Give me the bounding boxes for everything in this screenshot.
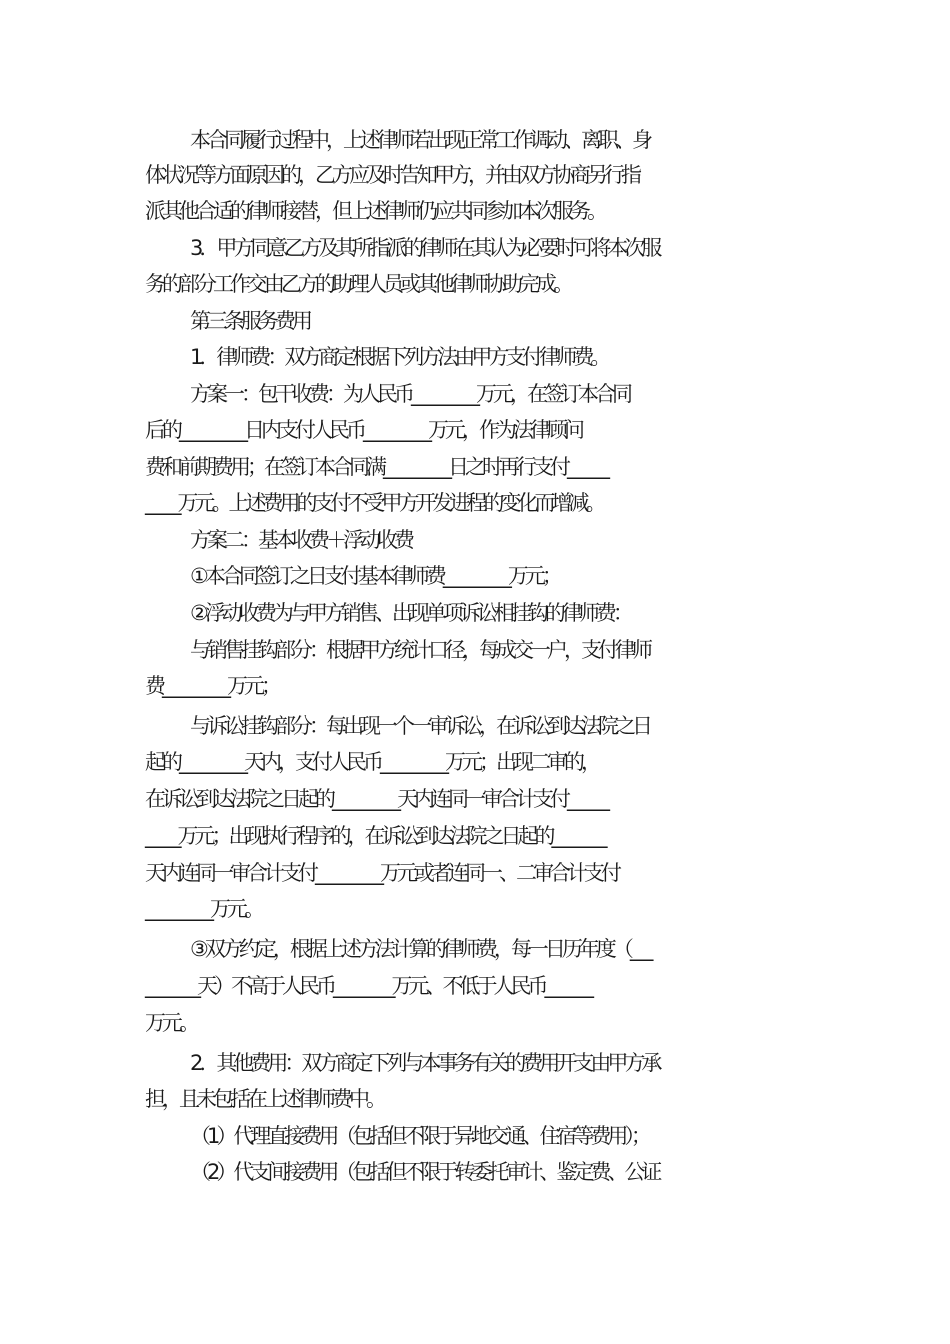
text-line: ③双方约定，根据上述方法计算的律师费，每一日历年度（___ xyxy=(190,937,650,961)
text-line: _____万元。上述费用的支付不受甲方开发进程的变化而增减。 xyxy=(145,491,603,515)
text-line: 担，且未包括在上述律师费中。 xyxy=(145,1087,383,1111)
text-line: 天内连同一审合计支付__________万元或者连同一、二审合计支付 xyxy=(145,861,618,885)
section-heading: 第三条服务费用 xyxy=(190,309,309,333)
text-line: 万元。 xyxy=(145,1011,196,1035)
text-line: 费__________万元； xyxy=(145,674,278,698)
text-line: 体状况等方面原因的，乙方应及时告知甲方，并由双方协商另行指 xyxy=(145,163,638,187)
text-line: 起的__________天内，支付人民币__________万元；出现二审的， xyxy=(145,750,598,774)
text-line: ①本合同签订之日支付基本律师费__________万元； xyxy=(190,564,559,588)
text-line: 方案二：基本收费＋浮动收费 xyxy=(190,528,411,552)
list-item: （2）代支间接费用（包括但不限于转委托审计、鉴定费、公证 xyxy=(190,1160,659,1184)
text-line: 后的__________日内支付人民币__________万元，作为法律顾问 xyxy=(145,418,581,442)
text-line: ②浮动收费为与甲方销售、出现单项诉讼相挂钩的律师费： xyxy=(190,601,630,625)
list-item: （1）代理直接费用（包括但不限于异地交通、住宿等费用）； xyxy=(190,1124,648,1148)
text-line: 本合同履行过程中，上述律师若出现正常工作调动、离职、身 xyxy=(190,128,649,152)
text-line: 方案一：包干收费：为人民币__________万元，在签订本合同 xyxy=(190,382,629,406)
text-line: 与销售挂钩部分：根据甲方统计口径，每成交一户，支付律师 xyxy=(190,638,649,662)
text-line: 务的部分工作交由乙方的助理人员或其他律师协助完成。 xyxy=(145,272,570,296)
text-line: 与诉讼挂钩部分：每出现一个一审诉讼，在诉讼到达法院之日 xyxy=(190,714,649,738)
text-line: __________万元。 xyxy=(145,897,261,921)
text-line: ________天）不高于人民币_________万元、不低于人民币_______ xyxy=(145,974,590,998)
text-line: 3．甲方同意乙方及其所指派的律师在其认为必要时可将本次服 xyxy=(190,236,659,260)
text-line: 1．律师费：双方商定根据下列方法由甲方支付律师费。 xyxy=(190,345,608,369)
text-line: 派其他合适的律师接替，但上述律师仍应共同参加本次服务。 xyxy=(145,199,604,223)
text-line: 在诉讼到达法院之日起的__________天内连同一审合计支付______ xyxy=(145,787,606,811)
text-line: 费和前期费用；在签订本合同满__________日之时再行支付______ xyxy=(145,455,606,479)
text-line: 2．其他费用：双方商定下列与本事务有关的费用开支由甲方承 xyxy=(190,1051,659,1075)
text-line: _____万元；出现执行程序的，在诉讼到达法院之日起的________ xyxy=(145,824,604,848)
